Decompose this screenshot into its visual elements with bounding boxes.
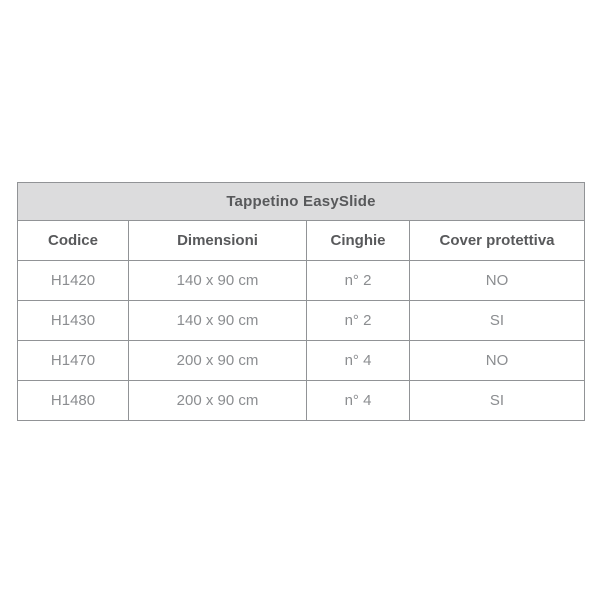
cell-cover-protettiva: SI xyxy=(410,381,585,421)
column-header-cinghie: Cinghie xyxy=(307,221,410,261)
table-title: Tappetino EasySlide xyxy=(18,183,585,221)
cell-dimensioni: 140 x 90 cm xyxy=(129,261,307,301)
table-row xyxy=(18,261,585,301)
cell-codice: H1420 xyxy=(18,261,129,301)
column-header-dimensioni: Dimensioni xyxy=(129,221,307,261)
cell-cover-protettiva: SI xyxy=(410,301,585,341)
cell-codice: H1430 xyxy=(18,301,129,341)
cell-dimensioni: 140 x 90 cm xyxy=(129,301,307,341)
table-row xyxy=(18,301,585,341)
cell-cover-protettiva: NO xyxy=(410,261,585,301)
table-row xyxy=(18,341,585,381)
column-header-cover-protettiva: Cover protettiva xyxy=(410,221,585,261)
cell-codice: H1470 xyxy=(18,341,129,381)
cell-codice: H1480 xyxy=(18,381,129,421)
column-header-codice: Codice xyxy=(18,221,129,261)
cell-cinghie: n° 4 xyxy=(307,341,410,381)
cell-dimensioni: 200 x 90 cm xyxy=(129,341,307,381)
table-row xyxy=(18,381,585,421)
product-spec-table xyxy=(17,182,585,421)
cell-dimensioni: 200 x 90 cm xyxy=(129,381,307,421)
cell-cinghie: n° 2 xyxy=(307,261,410,301)
table-header-row xyxy=(18,221,585,261)
table-title-row xyxy=(18,183,585,221)
cell-cinghie: n° 4 xyxy=(307,381,410,421)
cell-cinghie: n° 2 xyxy=(307,301,410,341)
cell-cover-protettiva: NO xyxy=(410,341,585,381)
